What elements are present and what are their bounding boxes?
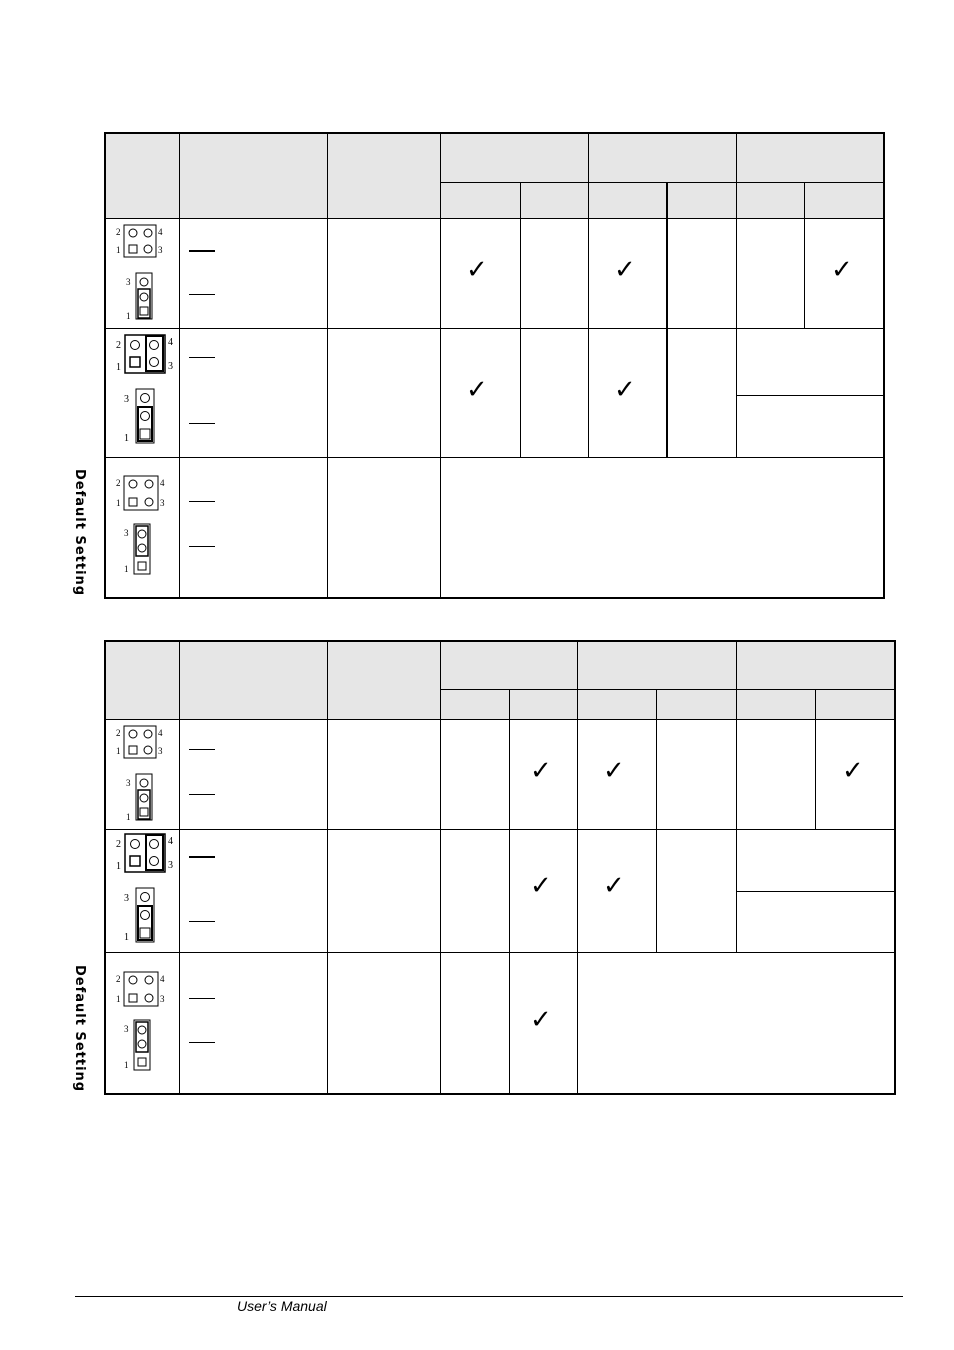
- jumper-diagram-icon: [114, 333, 176, 451]
- dash-mark: [189, 294, 215, 295]
- svg-text:2: 2: [116, 839, 121, 850]
- svg-text:1: 1: [116, 245, 121, 255]
- default-setting-label: Default Setting: [72, 965, 87, 1093]
- dash-mark: [189, 998, 215, 999]
- svg-text:2: 2: [116, 478, 121, 488]
- check-mark: ✓: [603, 871, 625, 901]
- check-mark: ✓: [831, 255, 853, 285]
- footer-rule: [75, 1296, 903, 1297]
- svg-text:3: 3: [158, 746, 163, 756]
- jumper-diagram-icon: [114, 474, 166, 582]
- svg-text:3: 3: [124, 1024, 129, 1034]
- svg-text:3: 3: [168, 361, 173, 372]
- svg-text:4: 4: [168, 337, 173, 348]
- dash-mark: [189, 749, 215, 750]
- svg-text:4: 4: [158, 728, 163, 738]
- dash-mark: [189, 423, 215, 424]
- check-mark: ✓: [530, 871, 552, 901]
- svg-text:2: 2: [116, 974, 121, 984]
- check-mark: ✓: [603, 756, 625, 786]
- footer-manual-label: User’s Manual: [237, 1298, 327, 1314]
- svg-text:2: 2: [116, 728, 121, 738]
- svg-text:3: 3: [126, 277, 131, 287]
- dash-mark: [189, 1042, 215, 1043]
- svg-text:1: 1: [126, 812, 131, 822]
- svg-text:1: 1: [116, 746, 121, 756]
- jumper-diagram-icon: [114, 724, 164, 824]
- svg-text:2: 2: [116, 227, 121, 237]
- svg-text:3: 3: [124, 893, 129, 904]
- jumper-diagram-icon: [114, 970, 166, 1078]
- check-mark: ✓: [614, 255, 636, 285]
- dash-mark: [189, 357, 215, 358]
- check-mark: ✓: [466, 375, 488, 405]
- dash-mark: [189, 856, 215, 858]
- default-setting-label: Default Setting: [72, 469, 87, 597]
- check-mark: ✓: [614, 375, 636, 405]
- dash-mark: [189, 546, 215, 547]
- svg-text:1: 1: [116, 362, 121, 373]
- check-mark: ✓: [466, 255, 488, 285]
- dash-mark: [189, 501, 215, 502]
- svg-text:4: 4: [168, 836, 173, 847]
- svg-text:1: 1: [124, 932, 129, 943]
- svg-text:1: 1: [124, 433, 129, 444]
- svg-text:1: 1: [124, 1060, 129, 1070]
- svg-text:4: 4: [158, 227, 163, 237]
- svg-text:4: 4: [160, 974, 165, 984]
- svg-text:3: 3: [124, 528, 129, 538]
- dash-mark: [189, 921, 215, 922]
- svg-text:1: 1: [124, 564, 129, 574]
- dash-mark: [189, 794, 215, 795]
- svg-text:3: 3: [160, 994, 165, 1004]
- svg-text:1: 1: [126, 311, 131, 321]
- svg-text:1: 1: [116, 994, 121, 1004]
- svg-text:3: 3: [126, 778, 131, 788]
- check-mark: ✓: [530, 1005, 552, 1035]
- svg-text:3: 3: [124, 394, 129, 405]
- svg-text:4: 4: [160, 478, 165, 488]
- jumper-diagram-icon: [114, 223, 164, 323]
- svg-text:3: 3: [158, 245, 163, 255]
- svg-text:2: 2: [116, 340, 121, 351]
- check-mark: ✓: [530, 756, 552, 786]
- svg-text:3: 3: [168, 860, 173, 871]
- dash-mark: [189, 250, 215, 252]
- check-mark: ✓: [842, 756, 864, 786]
- svg-text:1: 1: [116, 861, 121, 872]
- svg-text:3: 3: [160, 498, 165, 508]
- svg-text:1: 1: [116, 498, 121, 508]
- jumper-diagram-icon: [114, 832, 176, 948]
